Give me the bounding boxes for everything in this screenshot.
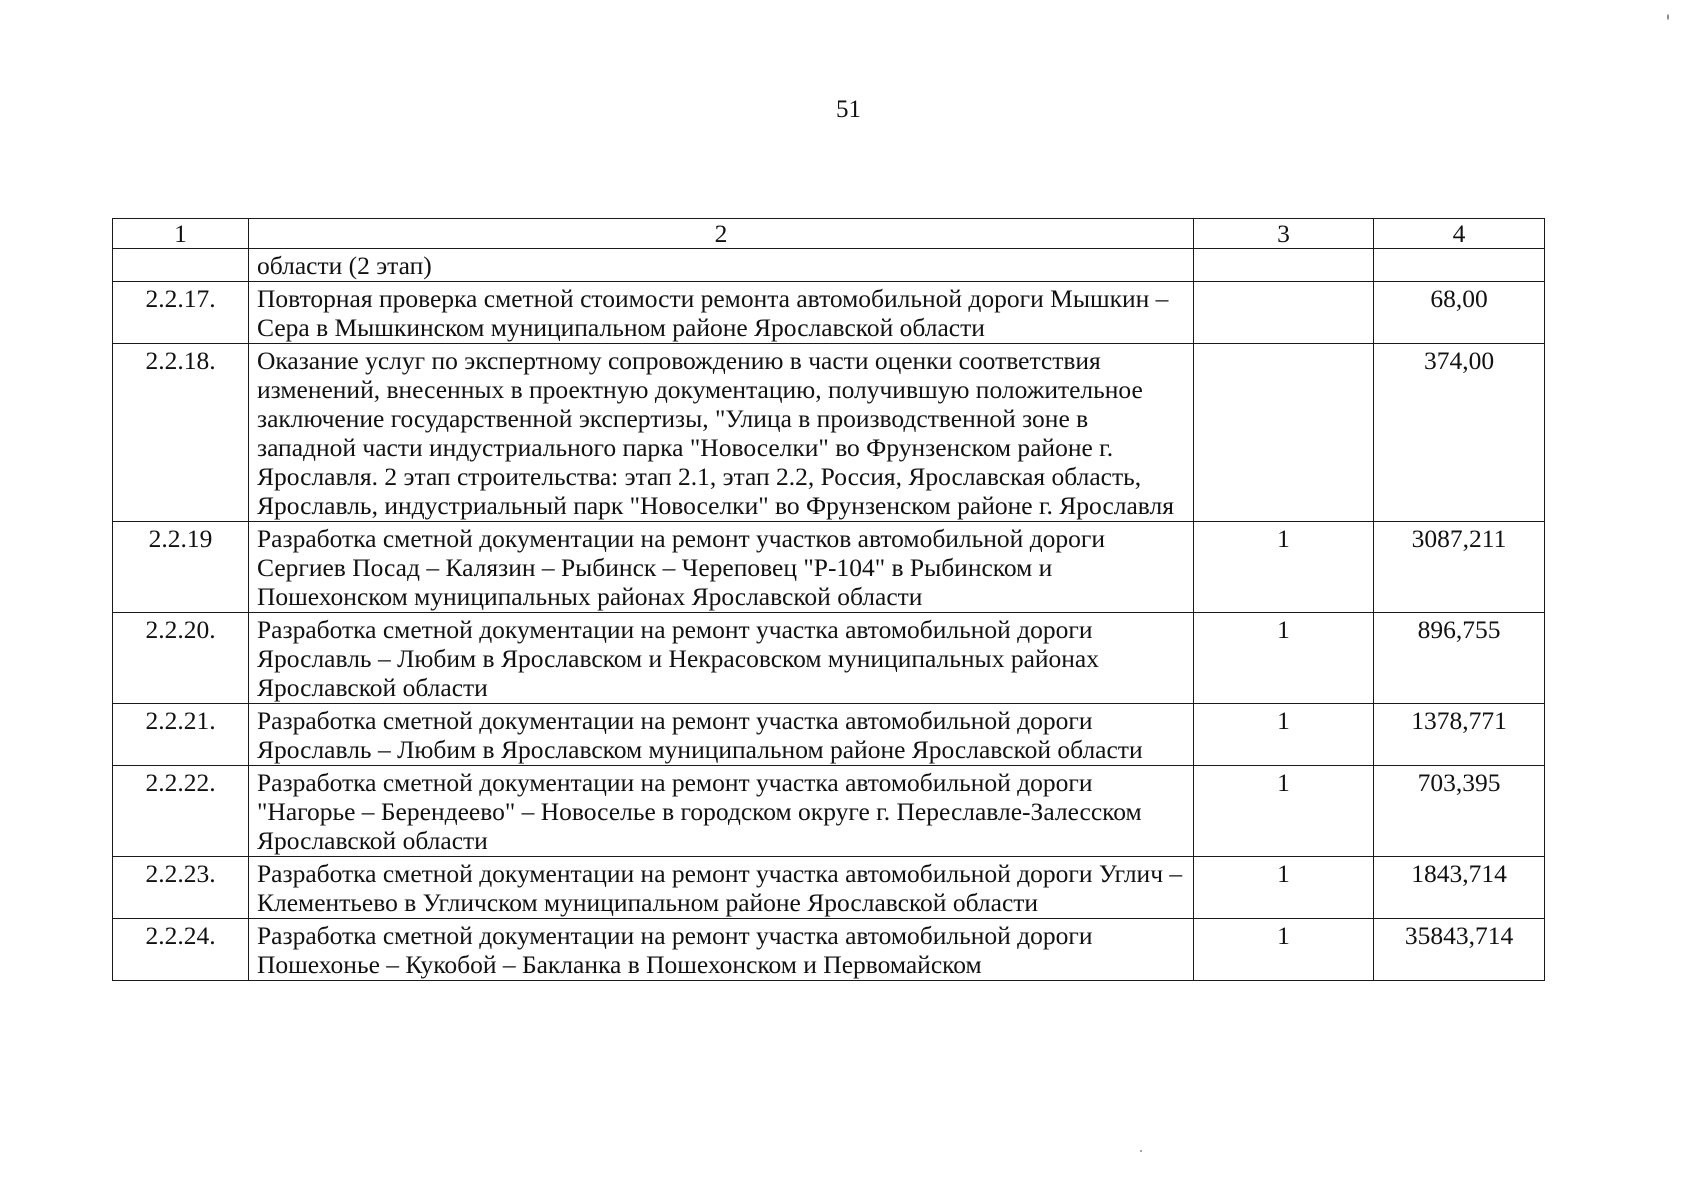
row-description: Повторная проверка сметной стоимости ремонта автомобильной дороги Мышкин – Сера в Мышкинском муниципальном районе Ярославской области [249, 282, 1194, 344]
row-number [113, 249, 249, 282]
row-description: области (2 этап) [249, 249, 1194, 282]
page-number: 51 [836, 96, 861, 123]
row-number: 2.2.21. [113, 704, 249, 766]
table-row [113, 704, 1545, 766]
row-sum: 3087,211 [1374, 522, 1545, 613]
row-quantity [1194, 249, 1374, 282]
budget-table [112, 218, 1545, 981]
table-row [113, 857, 1545, 919]
row-description: Разработка сметной документации на ремонт участков автомобильной дороги Сергиев Посад – Калязин – Рыбинск – Череповец "Р-104" в Рыбинском и Пошехонском муниципальных районах Ярославской области [249, 522, 1194, 613]
row-description: Разработка сметной документации на ремонт участка автомобильной дороги Углич – Клементьево в Угличском муниципальном районе Ярославской области [249, 857, 1194, 919]
row-description: Разработка сметной документации на ремонт участка автомобильной дороги Ярославль – Любим в Ярославском муниципальном районе Ярославской области [249, 704, 1194, 766]
row-description: Разработка сметной документации на ремонт участка автомобильной дороги Пошехонье – Кукобой – Бакланка в Пошехонском и Первомайском [249, 919, 1194, 981]
table-row [113, 919, 1545, 981]
column-header-1: 1 [113, 219, 249, 249]
row-quantity: 1 [1194, 919, 1374, 981]
table-row [113, 613, 1545, 704]
table-row [113, 766, 1545, 857]
table-row [113, 344, 1545, 522]
row-sum: 35843,714 [1374, 919, 1545, 981]
row-sum: 68,00 [1374, 282, 1545, 344]
row-number: 2.2.22. [113, 766, 249, 857]
table-body [113, 219, 1545, 981]
row-description: Разработка сметной документации на ремонт участка автомобильной дороги "Нагорье – Берендеево" – Новоселье в городском округе г. Переславле-Залесском Ярославской области [249, 766, 1194, 857]
row-sum: 896,755 [1374, 613, 1545, 704]
row-quantity: 1 [1194, 613, 1374, 704]
column-header-4: 4 [1374, 219, 1545, 249]
row-sum: 703,395 [1374, 766, 1545, 857]
row-number: 2.2.24. [113, 919, 249, 981]
scan-speck [1667, 14, 1669, 20]
row-number: 2.2.18. [113, 344, 249, 522]
row-sum: 1378,771 [1374, 704, 1545, 766]
row-number: 2.2.23. [113, 857, 249, 919]
row-description: Разработка сметной документации на ремонт участка автомобильной дороги Ярославль – Любим в Ярославском и Некрасовском муниципальных районах Ярославской области [249, 613, 1194, 704]
table-row [113, 282, 1545, 344]
table-row [113, 249, 1545, 282]
row-number: 2.2.19 [113, 522, 249, 613]
table-row [113, 522, 1545, 613]
row-quantity: 1 [1194, 766, 1374, 857]
row-number: 2.2.17. [113, 282, 249, 344]
row-sum [1374, 249, 1545, 282]
row-quantity: 1 [1194, 522, 1374, 613]
budget-table-container [112, 218, 1544, 981]
column-header-2: 2 [249, 219, 1194, 249]
column-header-3: 3 [1194, 219, 1374, 249]
table-header-row [113, 219, 1545, 249]
row-sum: 374,00 [1374, 344, 1545, 522]
row-quantity [1194, 344, 1374, 522]
row-sum: 1843,714 [1374, 857, 1545, 919]
row-description: Оказание услуг по экспертному сопровождению в части оценки соответствия изменений, внесенных в проектную документацию, получившую положительное заключение государственной экспертизы, "Улица в производственной зоне в западной части индустриального парка "Новоселки" во Фрунзенском районе г. Ярославля. 2 этап строительства: этап 2.1, этап 2.2, Россия, Ярославская область, Ярославль, индустриальный парк "Новоселки" во Фрунзенском районе г. Ярославля [249, 344, 1194, 522]
row-quantity [1194, 282, 1374, 344]
row-quantity: 1 [1194, 704, 1374, 766]
row-number: 2.2.20. [113, 613, 249, 704]
row-quantity: 1 [1194, 857, 1374, 919]
scan-speck [1140, 1150, 1142, 1152]
